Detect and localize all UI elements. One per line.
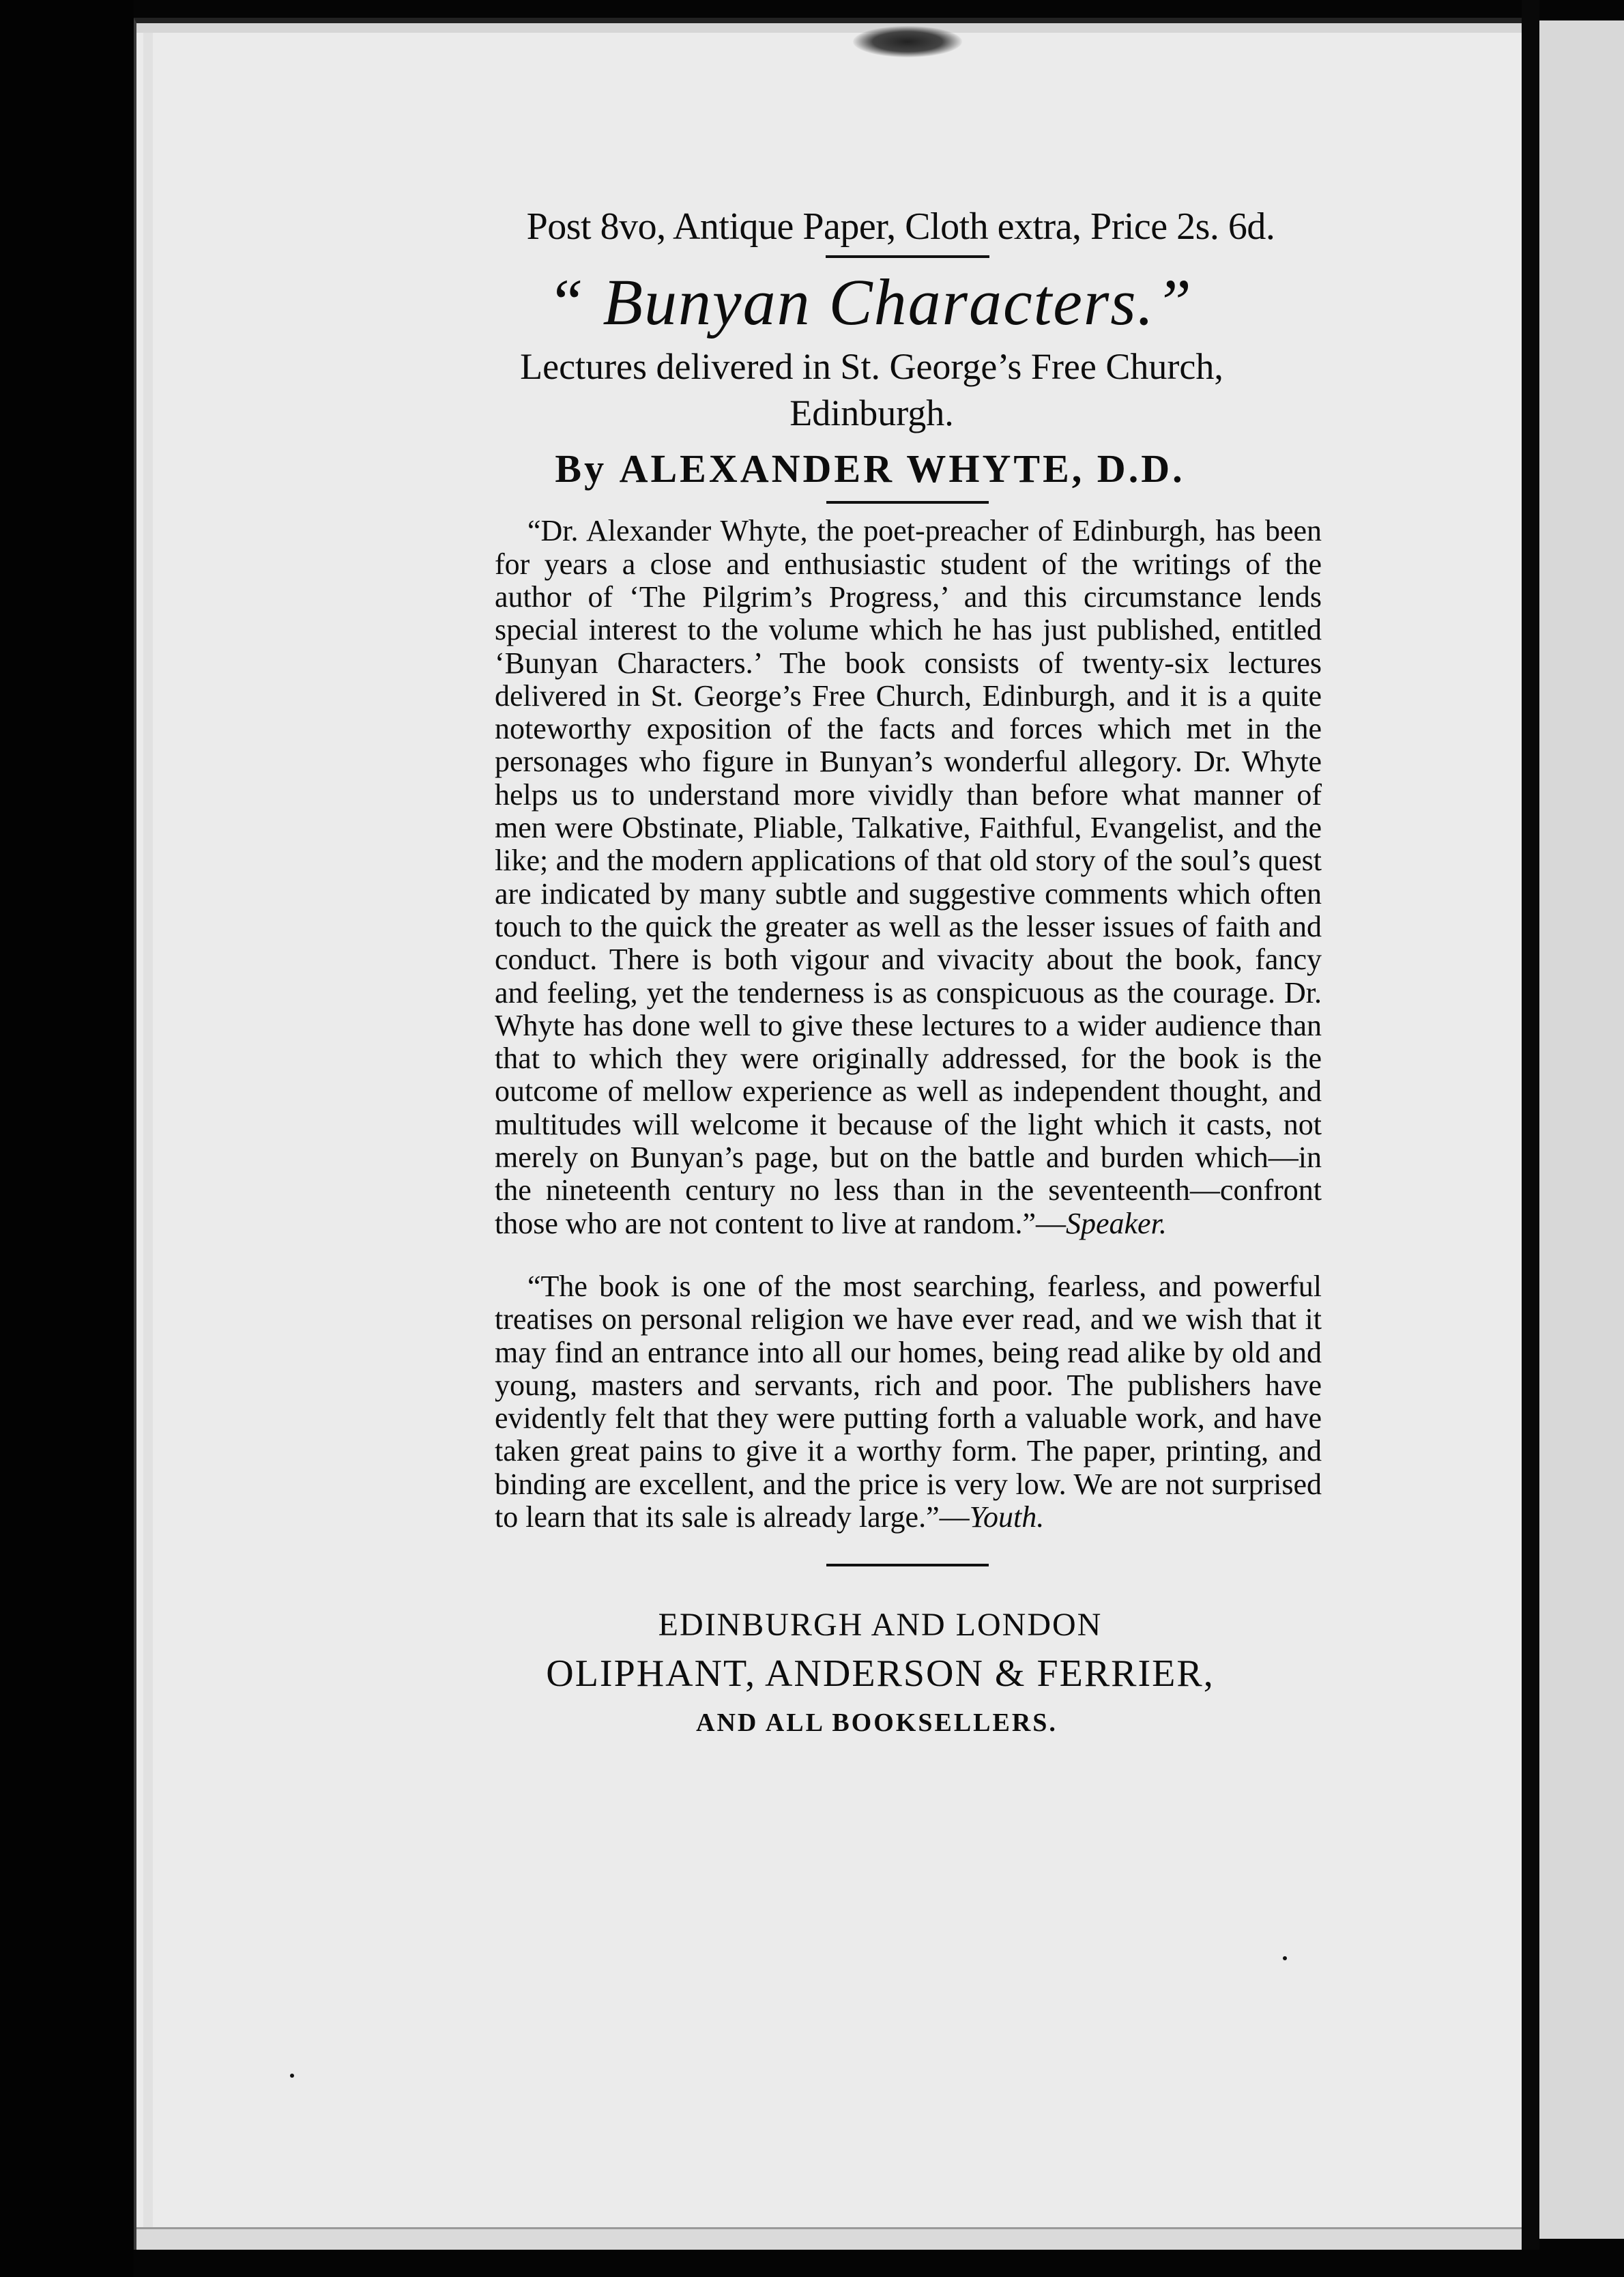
page-stain xyxy=(853,26,962,57)
advertisement-content xyxy=(358,205,1322,1738)
page-bottom-edge xyxy=(136,2227,1522,2250)
ink-speck xyxy=(290,2074,294,2078)
price-line: Post 8vo, Antique Paper, Cloth extra, Price 2s. 6d. xyxy=(526,205,1275,248)
publisher-place: EDINBURGH AND LONDON xyxy=(658,1607,1103,1644)
review-text: “The book is one of the most searching, fearless, and powerful treatises on personal religion we have ever read, and we wish that it may find an entrance into all our homes, being read alike by old and young, masters and servants, rich and poor. The publishers have evidently felt that they were putting forth a valuable work, and have taken great pains to give it a worthy form. The paper, printing, and binding are excellent, and the price is very low. We are not surprised to learn that its sale is already large.”— xyxy=(495,1269,1322,1534)
book-title: “ Bunyan Characters.” xyxy=(547,266,1193,339)
ink-speck xyxy=(1283,1956,1287,1960)
book-subtitle xyxy=(430,344,1314,436)
publisher-name: OLIPHANT, ANDERSON & FERRIER, xyxy=(546,1652,1215,1695)
review-source: Youth. xyxy=(969,1500,1045,1534)
byline-prefix: By xyxy=(555,446,607,491)
page-left-edge xyxy=(143,33,153,2250)
scan-left-margin xyxy=(0,0,134,2277)
subtitle-line-2: Edinburgh. xyxy=(789,392,954,433)
booksellers-line: AND ALL BOOKSELLERS. xyxy=(696,1708,1058,1738)
author-name: ALEXANDER WHYTE, D.D. xyxy=(619,446,1185,491)
scan-bottom-margin xyxy=(134,2250,1624,2277)
review-text: “Dr. Alexander Whyte, the poet-preacher of Edinburgh, has been for years a close and enthusiastic student of the writings of the author of ‘The Pilgrim’s Progress,’ and this circumstance lends special interest to the volume which he has just published, entitled ‘Bunyan Characters.’ The book consists of twenty-six lectures delivered in St. George’s Free Church, Edinburgh, and it is a quite noteworthy exposition of the facts and forces which met in the personages who figure in Bunyan’s wonderful allegory. Dr. Whyte helps us to understand more vividly than before what manner of men were Obstinate, Pliable, Talkative, Faithful, Evangelist, and the like; and the modern applications of that old story of the soul’s quest are indicated by many subtle and suggestive comments which often touch to the quick the greater as well as the lesser issues of faith and conduct. There is both vigour and vivacity about the book, fancy and feeling, yet the tenderness is as conspicuous as the courage. Dr. Whyte has done well to give these lectures to a wider audience than that to which they were originally addressed, for the book is the outcome of mellow experience as well as independent thought, and multitudes will welcome it because of the light which it casts, not merely on Bunyan’s page, but on the battle and burden which—in the nineteenth century no less than in the seventeenth—confront those who are not content to live at random.”— xyxy=(495,514,1322,1240)
review-quote xyxy=(495,515,1322,1240)
divider-rule xyxy=(826,1564,989,1566)
page-top-edge xyxy=(136,23,1522,33)
divider-rule xyxy=(826,501,989,504)
review-source: Speaker. xyxy=(1066,1206,1167,1240)
adjacent-page-edge xyxy=(1539,20,1624,2239)
divider-rule xyxy=(826,255,989,258)
subtitle-line-1: Lectures delivered in St. George’s Free Church, xyxy=(520,346,1223,388)
byline xyxy=(426,446,1314,491)
review-quote xyxy=(495,1270,1322,1534)
scan-gutter xyxy=(1522,0,1539,2277)
